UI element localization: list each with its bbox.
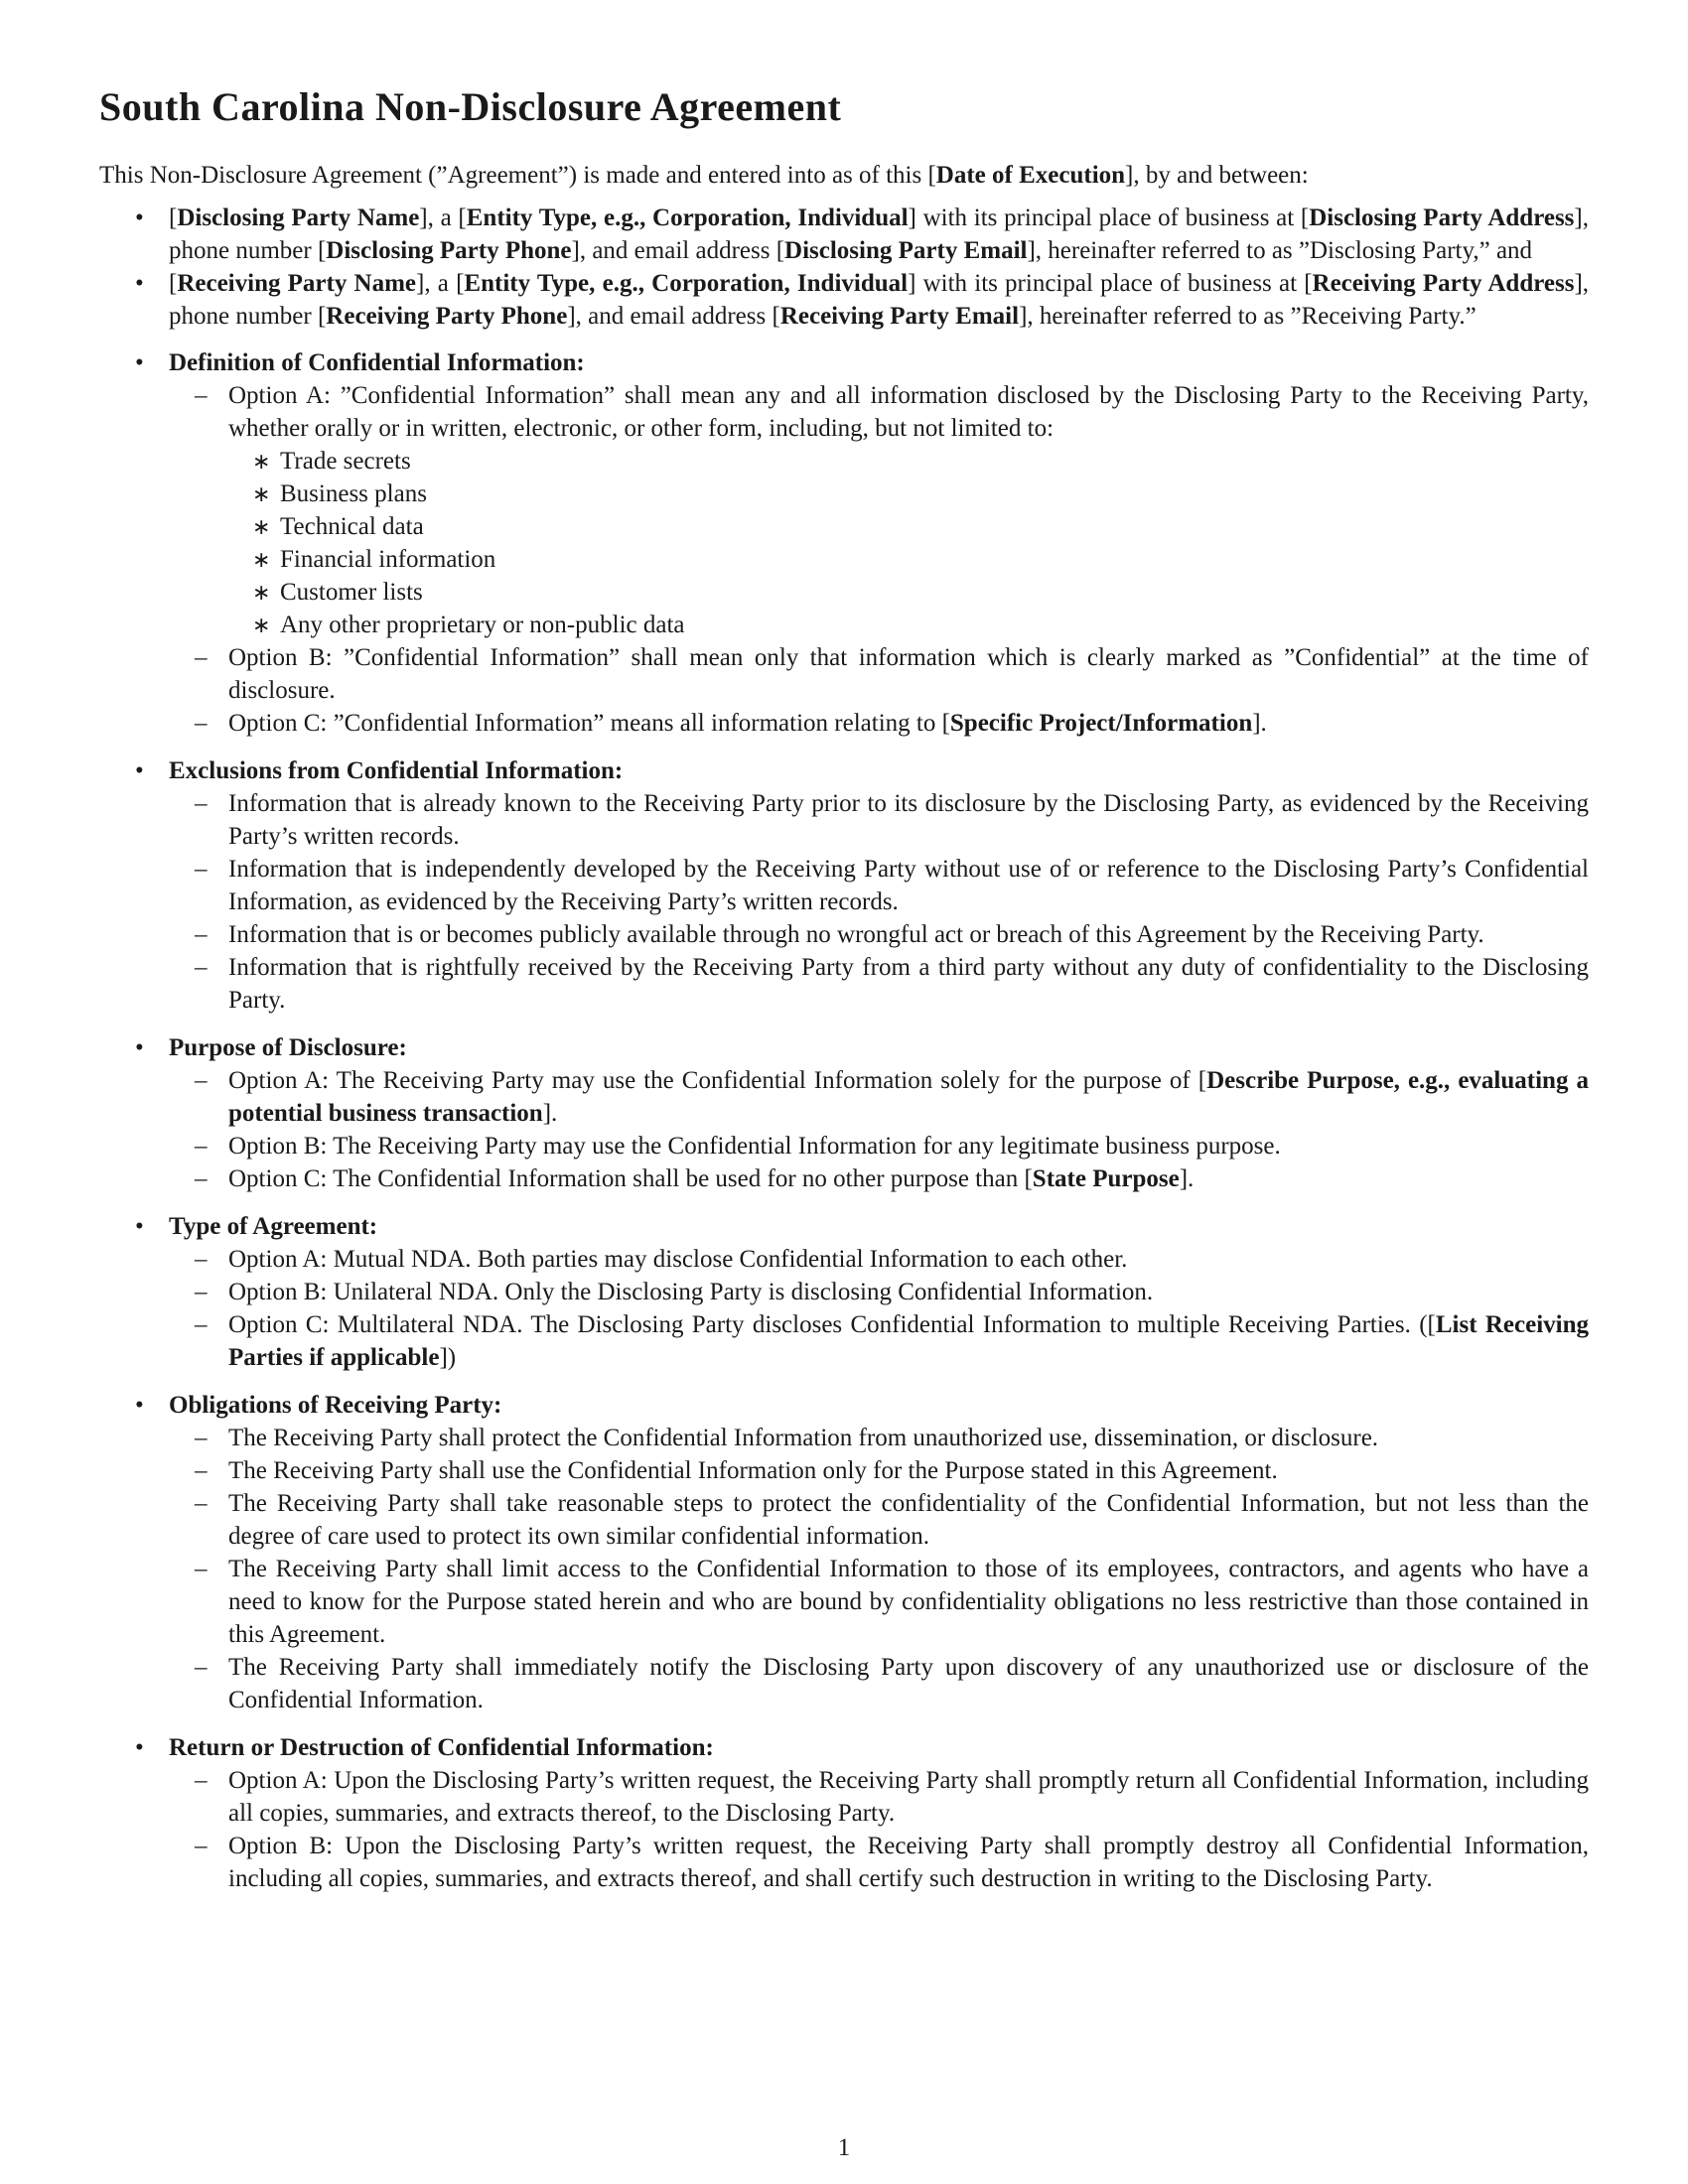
clause-item bbox=[169, 918, 1589, 951]
intro-text-before: This Non-Disclosure Agreement (”Agreement”) is made and entered into as of this [ bbox=[99, 162, 936, 189]
dash-icon: – bbox=[195, 1165, 208, 1192]
dash-icon: – bbox=[195, 1067, 208, 1094]
clause-text: Option C: The Confidential Information shall be used for no other purpose than [ bbox=[228, 1165, 1033, 1192]
clause-text: ] with its principal place of business at [ bbox=[908, 270, 1313, 297]
bullet-icon: • bbox=[135, 1213, 144, 1240]
dash-icon: – bbox=[195, 1654, 208, 1681]
clause-item bbox=[169, 1830, 1589, 1895]
clause-item bbox=[169, 951, 1589, 1017]
section-items-list bbox=[169, 379, 1589, 740]
intro-placeholder-date: Date of Execution bbox=[935, 162, 1126, 189]
dash-icon: – bbox=[195, 1279, 208, 1305]
bullet-icon: • bbox=[135, 349, 144, 376]
section-item bbox=[99, 1389, 1589, 1716]
clause-text: Information that is rightfully received by the Receiving Party from a third party without any duty of confidentiality to the Disclosing Party. bbox=[228, 954, 1589, 1014]
dash-icon: – bbox=[195, 1311, 208, 1338]
clause-text: ], hereinafter referred to as ”Receiving Party.” bbox=[1019, 303, 1477, 330]
clause-text: ], a [ bbox=[416, 270, 465, 297]
clause-item bbox=[169, 1651, 1589, 1716]
clause-text: ]. bbox=[542, 1100, 558, 1127]
clause-text: Option B: Upon the Disclosing Party’s written request, the Receiving Party shall promptly destroy all Confidential Information, including all copies, summaries, and extracts thereof, and shall certify such destruction in writing to the Disclosing Party. bbox=[228, 1833, 1589, 1892]
bullet-icon: • bbox=[135, 270, 144, 297]
clause-text: ], and email address [ bbox=[567, 303, 780, 330]
section-items-list bbox=[169, 1422, 1589, 1716]
clause-text: Information that is or becomes publicly available through no wrongful act or breach of this Agreement by the Receiving Party. bbox=[228, 921, 1484, 948]
clause-text: ], hereinafter referred to as ”Disclosing Party,” and bbox=[1027, 237, 1533, 264]
clause-text: Option B: ”Confidential Information” shall mean only that information which is clearly marked as ”Confidential” at the time of disclosure. bbox=[228, 644, 1589, 704]
section-item bbox=[99, 754, 1589, 1017]
sub-item-text: Customer lists bbox=[280, 579, 423, 606]
dash-icon: – bbox=[195, 710, 208, 737]
clause-text: Option C: Multilateral NDA. The Disclosing Party discloses Confidential Information to multiple Receiving Parties. ([ bbox=[228, 1311, 1436, 1338]
sub-list-item bbox=[169, 609, 1589, 641]
clause-text: Option A: The Receiving Party may use the Confidential Information solely for the purpose of [ bbox=[228, 1067, 1207, 1094]
sub-item-text: Technical data bbox=[280, 513, 424, 540]
clause-text: Option B: The Receiving Party may use the Confidential Information for any legitimate business purpose. bbox=[228, 1133, 1281, 1160]
clause-item bbox=[169, 1276, 1589, 1308]
clause-text: Option A: Mutual NDA. Both parties may disclose Confidential Information to each other. bbox=[228, 1246, 1128, 1273]
clause-item bbox=[169, 1308, 1589, 1374]
dash-icon: – bbox=[195, 954, 208, 981]
clause-text: The Receiving Party shall limit access to the Confidential Information to those of its employees, contractors, and agents who have a need to know for the Purpose stated herein and who are bound by confidentiality obligations no less restrictive than those contained in this Agreement. bbox=[228, 1556, 1589, 1648]
placeholder-field: Receiving Party Phone bbox=[326, 303, 568, 330]
bullet-icon: • bbox=[135, 1734, 144, 1761]
asterisk-icon: ∗ bbox=[252, 514, 271, 539]
placeholder-field: Receiving Party Name bbox=[177, 270, 417, 297]
clause-text: ] with its principal place of business at [ bbox=[908, 205, 1310, 231]
page-number: 1 bbox=[837, 2134, 851, 2161]
clause-text: ], and email address [ bbox=[571, 237, 785, 264]
party-item bbox=[99, 267, 1589, 333]
dash-icon: – bbox=[195, 856, 208, 883]
section-item bbox=[99, 1031, 1589, 1195]
sub-list-item bbox=[169, 543, 1589, 576]
section-item bbox=[99, 1731, 1589, 1895]
dash-icon: – bbox=[195, 1490, 208, 1517]
intro-paragraph bbox=[99, 159, 1589, 192]
clause-text: ]. bbox=[1179, 1165, 1195, 1192]
section-item bbox=[99, 346, 1589, 740]
placeholder-field: Entity Type, e.g., Corporation, Individual bbox=[464, 270, 909, 297]
placeholder-field: State Purpose bbox=[1032, 1165, 1180, 1192]
intro-text-after: ], by and between: bbox=[1125, 162, 1309, 189]
sub-item-text: Any other proprietary or non-public data bbox=[280, 612, 685, 638]
clause-text: ], a [ bbox=[419, 205, 467, 231]
dash-icon: – bbox=[195, 1833, 208, 1859]
section-heading: Exclusions from Confidential Information: bbox=[169, 757, 624, 784]
clause-text: The Receiving Party shall protect the Confidential Information from unauthorized use, dissemination, or disclosure. bbox=[228, 1425, 1379, 1451]
placeholder-field: Disclosing Party Address bbox=[1309, 205, 1575, 231]
sections-list bbox=[99, 346, 1589, 1895]
document-body bbox=[99, 159, 1589, 1910]
section-heading: Type of Agreement: bbox=[169, 1213, 378, 1240]
dash-icon: – bbox=[195, 790, 208, 817]
clause-text: The Receiving Party shall immediately notify the Disclosing Party upon discovery of any unauthorized use or disclosure of the Confidential Information. bbox=[228, 1654, 1589, 1713]
section-heading: Purpose of Disclosure: bbox=[169, 1034, 407, 1061]
clause-text: ]. bbox=[1252, 710, 1267, 737]
clause-item bbox=[169, 1064, 1589, 1130]
sub-list-item bbox=[169, 478, 1589, 510]
placeholder-field: Describe Purpose, e.g., evaluating a potential business transaction bbox=[228, 1067, 1589, 1127]
clause-text: ]) bbox=[439, 1344, 457, 1371]
dash-icon: – bbox=[195, 1457, 208, 1484]
clause-item bbox=[169, 379, 1589, 641]
clause-item bbox=[169, 1243, 1589, 1276]
section-heading: Return or Destruction of Confidential Information: bbox=[169, 1734, 714, 1761]
clause-item bbox=[169, 787, 1589, 853]
sub-item-text: Financial information bbox=[280, 546, 496, 573]
clause-text: The Receiving Party shall use the Confidential Information only for the Purpose stated in this Agreement. bbox=[228, 1457, 1278, 1484]
asterisk-icon: ∗ bbox=[252, 580, 271, 605]
clause-item bbox=[169, 707, 1589, 740]
placeholder-field: Specific Project/Information bbox=[949, 710, 1253, 737]
clause-text: Option B: Unilateral NDA. Only the Disclosing Party is disclosing Confidential Information. bbox=[228, 1279, 1154, 1305]
bullet-icon: • bbox=[135, 205, 144, 231]
dash-icon: – bbox=[195, 382, 208, 409]
section-items-list bbox=[169, 1243, 1589, 1374]
dash-icon: – bbox=[195, 1246, 208, 1273]
placeholder-field: Receiving Party Email bbox=[779, 303, 1020, 330]
parties-list bbox=[99, 202, 1589, 333]
dash-icon: – bbox=[195, 1767, 208, 1794]
clause-item bbox=[169, 1487, 1589, 1553]
section-item bbox=[99, 1210, 1589, 1374]
clause-text: The Receiving Party shall take reasonable steps to protect the confidentiality of the Confidential Information, but not less than the degree of care used to protect its own similar confidential information. bbox=[228, 1490, 1589, 1550]
clause-text: [ bbox=[169, 205, 178, 231]
dash-icon: – bbox=[195, 1556, 208, 1582]
clause-text: ], phone number [ bbox=[169, 270, 1590, 330]
clause-item bbox=[169, 1454, 1589, 1487]
dash-icon: – bbox=[195, 644, 208, 671]
clause-item bbox=[169, 853, 1589, 918]
subitems-list bbox=[228, 445, 1589, 641]
section-items-list bbox=[169, 787, 1589, 1017]
sub-item-text: Business plans bbox=[280, 480, 427, 507]
section-heading: Obligations of Receiving Party: bbox=[169, 1392, 502, 1419]
sub-item-text: Trade secrets bbox=[280, 448, 411, 475]
document-title: South Carolina Non-Disclosure Agreement bbox=[99, 84, 842, 129]
placeholder-field: Entity Type, e.g., Corporation, Individual bbox=[466, 205, 909, 231]
section-items-list bbox=[169, 1764, 1589, 1895]
asterisk-icon: ∗ bbox=[252, 481, 271, 506]
placeholder-field: Receiving Party Address bbox=[1312, 270, 1575, 297]
clause-text: Information that is already known to the Receiving Party prior to its disclosure by the Disclosing Party, as evidenced by the Receiving Party’s written records. bbox=[228, 790, 1589, 850]
clause-item bbox=[169, 641, 1589, 707]
sub-list-item bbox=[169, 445, 1589, 478]
dash-icon: – bbox=[195, 1425, 208, 1451]
bullet-icon: • bbox=[135, 1034, 144, 1061]
party-item bbox=[99, 202, 1589, 267]
section-heading: Definition of Confidential Information: bbox=[169, 349, 585, 376]
sub-list-item bbox=[169, 576, 1589, 609]
clause-item bbox=[169, 1130, 1589, 1162]
dash-icon: – bbox=[195, 1133, 208, 1160]
bullet-icon: • bbox=[135, 757, 144, 784]
sub-list-item bbox=[169, 510, 1589, 543]
placeholder-field: Disclosing Party Email bbox=[784, 237, 1028, 264]
placeholder-field: Disclosing Party Name bbox=[177, 205, 420, 231]
clause-text: [ bbox=[169, 270, 178, 297]
clause-text: Option A: Upon the Disclosing Party’s written request, the Receiving Party shall promptly return all Confidential Information, including all copies, summaries, and extracts thereof, to the Disclosing Party. bbox=[228, 1767, 1589, 1827]
clause-text: ], phone number [ bbox=[169, 205, 1589, 264]
bullet-icon: • bbox=[135, 1392, 144, 1419]
clause-text: Information that is independently developed by the Receiving Party without use of or reference to the Disclosing Party’s Confidential Information, as evidenced by the Receiving Party’s written records. bbox=[228, 856, 1589, 915]
asterisk-icon: ∗ bbox=[252, 547, 271, 572]
section-items-list bbox=[169, 1064, 1589, 1195]
asterisk-icon: ∗ bbox=[252, 613, 271, 637]
clause-text: Option C: ”Confidential Information” means all information relating to [ bbox=[228, 710, 950, 737]
placeholder-field: Disclosing Party Phone bbox=[326, 237, 572, 264]
clause-item bbox=[169, 1553, 1589, 1651]
placeholder-field: List Receiving Parties if applicable bbox=[228, 1311, 1589, 1371]
clause-item bbox=[169, 1422, 1589, 1454]
clause-text: Option A: ”Confidential Information” shall mean any and all information disclosed by the Disclosing Party to the Receiving Party, whether orally or in written, electronic, or other form, including, but not limited to: bbox=[228, 382, 1589, 442]
asterisk-icon: ∗ bbox=[252, 449, 271, 474]
clause-item bbox=[169, 1764, 1589, 1830]
clause-item bbox=[169, 1162, 1589, 1195]
dash-icon: – bbox=[195, 921, 208, 948]
